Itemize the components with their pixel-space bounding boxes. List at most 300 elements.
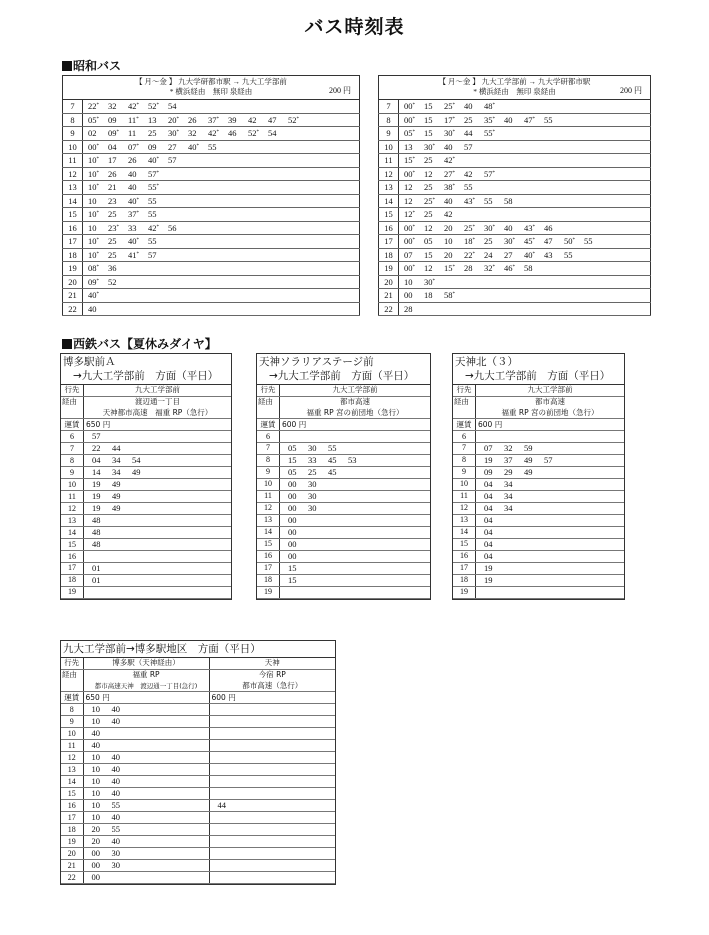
hour-cell: 7 xyxy=(379,100,399,114)
minutes-cell-a xyxy=(83,752,209,764)
timetable-row xyxy=(63,194,360,208)
minute-value: 27* xyxy=(444,168,455,179)
timetable-row xyxy=(257,586,430,598)
showa-table-outbound xyxy=(62,75,360,316)
minutes-cell xyxy=(476,574,625,586)
timetable-row xyxy=(379,154,651,168)
minute-value: 25 xyxy=(484,236,493,247)
timetable-row xyxy=(379,113,651,127)
showa-inbound-header xyxy=(379,76,651,100)
showa-inbound-route: 【 月～金 】 九大工学部前 → 九大学研都市駅 xyxy=(438,77,591,86)
timetable-row xyxy=(61,515,231,527)
minute-value: 39 xyxy=(228,114,237,125)
minutes-cell-b xyxy=(209,800,335,812)
fare-label: 運賃 xyxy=(257,419,280,431)
minute-value: 00 xyxy=(91,872,100,883)
hour-cell: 15 xyxy=(63,208,83,222)
dest-row xyxy=(61,385,231,396)
dest-value: 九大工学部前 xyxy=(84,385,232,396)
hour-cell: 12 xyxy=(63,167,83,181)
minute-value: 04 xyxy=(484,550,493,561)
timetable-row xyxy=(257,550,430,562)
minute-value: 36 xyxy=(108,263,117,274)
timetable-row xyxy=(257,538,430,550)
via-value-detail: 天神都市高速 福重 RP（急行） xyxy=(84,408,232,419)
minutes-cell xyxy=(280,526,431,538)
minutes-cell xyxy=(280,490,431,502)
timetable-row xyxy=(453,454,624,466)
minutes-cell xyxy=(399,100,651,114)
minute-value: 04 xyxy=(484,490,493,501)
timetable-row xyxy=(453,466,624,478)
hour-cell: 18 xyxy=(61,824,83,836)
minutes-cell xyxy=(84,527,232,539)
timetable-row xyxy=(61,431,231,443)
minutes-cell xyxy=(280,502,431,514)
minutes-cell-b xyxy=(209,836,335,848)
minute-value: 57 xyxy=(464,141,473,152)
timetable-row xyxy=(63,127,360,141)
hour-cell: 14 xyxy=(379,194,399,208)
minutes-cell xyxy=(280,454,431,466)
minute-value: 46 xyxy=(228,128,237,139)
minutes-cell xyxy=(280,562,431,574)
minute-value: 49 xyxy=(112,491,121,502)
minute-value: 33 xyxy=(128,222,137,233)
timetable-row xyxy=(61,479,231,491)
minute-value: 34 xyxy=(112,455,121,466)
dest-row xyxy=(453,385,624,396)
minute-value: 25* xyxy=(464,222,475,233)
minute-value: 00 xyxy=(288,502,297,513)
minute-value: 23 xyxy=(108,195,117,206)
minute-value: 58* xyxy=(444,290,455,301)
minute-value: 40 xyxy=(128,182,137,193)
minute-value: 50* xyxy=(564,236,575,247)
via-detail-a: 都市高速天神 渡辺通一丁目(急行) xyxy=(83,681,209,692)
hour-cell: 11 xyxy=(453,490,476,502)
via-value-b: 今宿 RP xyxy=(209,669,335,680)
minute-value: 17 xyxy=(108,155,117,166)
minute-value: 20 xyxy=(91,836,100,847)
showa-inbound-via-legend: * 横浜経由 無印 泉経由 xyxy=(473,87,556,96)
minutes-cell xyxy=(476,490,625,502)
minute-value: 30 xyxy=(308,502,317,513)
hour-cell: 13 xyxy=(453,514,476,526)
minute-value: 26 xyxy=(108,168,117,179)
minute-value: 49 xyxy=(112,503,121,514)
minute-value: 05* xyxy=(404,128,415,139)
minute-value: 08* xyxy=(88,263,99,274)
hour-cell: 8 xyxy=(453,454,476,466)
timetable-row xyxy=(63,235,360,249)
timetable-row xyxy=(61,776,335,788)
minutes-cell xyxy=(84,574,232,586)
minute-value: 15* xyxy=(444,263,455,274)
minutes-cell xyxy=(84,431,232,443)
hour-cell: 18 xyxy=(257,574,280,586)
timetable-row xyxy=(453,550,624,562)
minute-value: 00* xyxy=(88,141,99,152)
minutes-cell xyxy=(83,127,360,141)
minutes-cell xyxy=(476,454,625,466)
timetable-row xyxy=(257,574,430,586)
minutes-cell xyxy=(280,431,431,443)
minute-value: 42* xyxy=(128,101,139,112)
direction-label: →九大工学部前 方面（平日） xyxy=(465,370,611,382)
direction-label: →九大工学部前 方面（平日） xyxy=(269,370,415,382)
minute-value: 48 xyxy=(92,527,101,538)
timetable-row xyxy=(61,455,231,467)
timetable-row xyxy=(257,478,430,490)
minutes-cell xyxy=(83,113,360,127)
hour-cell: 21 xyxy=(379,289,399,303)
minute-value: 40* xyxy=(148,155,159,166)
section-nishitetsu-label: 西鉄バス【夏休みダイヤ】 xyxy=(73,337,217,351)
timetable-row xyxy=(257,526,430,538)
minute-value: 04 xyxy=(92,455,101,466)
via-row-2 xyxy=(61,681,335,692)
minutes-cell xyxy=(476,431,625,443)
minute-value: 55 xyxy=(464,182,473,193)
timetable-row xyxy=(379,140,651,154)
minutes-cell xyxy=(83,302,360,316)
timetable-row xyxy=(61,848,335,860)
hour-cell: 11 xyxy=(379,154,399,168)
dest-label: 行先 xyxy=(61,385,84,396)
timetable-row xyxy=(61,872,335,884)
fare-row xyxy=(61,419,231,431)
box-timetable xyxy=(453,385,624,599)
minute-value: 34 xyxy=(504,502,513,513)
timetable-row xyxy=(453,538,624,550)
minute-value: 30 xyxy=(308,490,317,501)
minute-value: 43* xyxy=(524,222,535,233)
minutes-cell xyxy=(83,140,360,154)
minutes-cell-b xyxy=(209,716,335,728)
minute-value: 18* xyxy=(464,236,475,247)
minute-value: 12* xyxy=(404,209,415,220)
fare-row xyxy=(453,419,624,431)
showa-inbound-fare: 200 円 xyxy=(620,86,642,95)
fare-value-b: 600 円 xyxy=(209,692,335,704)
timetable-row xyxy=(61,586,231,598)
hour-cell: 19 xyxy=(257,586,280,598)
minute-value: 10* xyxy=(88,249,99,260)
minute-value: 42 xyxy=(248,114,257,125)
minutes-cell xyxy=(280,478,431,490)
minute-value: 30 xyxy=(111,860,120,871)
minute-value: 05 xyxy=(288,442,297,453)
timetable-row xyxy=(379,127,651,141)
via-label: 経由 xyxy=(61,669,83,692)
minutes-cell xyxy=(83,248,360,262)
minute-value: 58 xyxy=(524,263,533,274)
minute-value: 52* xyxy=(148,101,159,112)
minute-value: 40 xyxy=(111,836,120,847)
minutes-cell xyxy=(399,221,651,235)
via-row xyxy=(453,396,624,407)
via-detail-b: 都市高速（急行） xyxy=(209,681,335,692)
minute-value: 21 xyxy=(108,182,117,193)
timetable-row xyxy=(63,154,360,168)
minute-value: 42 xyxy=(464,168,473,179)
minute-value: 54 xyxy=(132,455,141,466)
minute-value: 04 xyxy=(484,538,493,549)
minute-value: 46* xyxy=(504,263,515,274)
minutes-cell xyxy=(399,262,651,276)
hour-cell: 16 xyxy=(257,550,280,562)
minute-value: 01 xyxy=(92,574,101,585)
hour-cell: 8 xyxy=(63,113,83,127)
minute-value: 42 xyxy=(444,209,453,220)
minute-value: 19 xyxy=(92,479,101,490)
hour-cell: 14 xyxy=(61,527,84,539)
minute-value: 25* xyxy=(444,101,455,112)
minutes-cell-a xyxy=(83,716,209,728)
timetable-row xyxy=(453,562,624,574)
timetable-row xyxy=(257,562,430,574)
minutes-cell-a xyxy=(83,788,209,800)
box-timetable xyxy=(257,385,430,599)
timetable-row xyxy=(379,289,651,303)
box-title xyxy=(257,354,430,385)
minutes-cell xyxy=(399,127,651,141)
hour-cell: 18 xyxy=(453,574,476,586)
hour-cell: 8 xyxy=(61,455,84,467)
minutes-cell xyxy=(476,478,625,490)
showa-outbound-via-legend: * 横浜経由 無印 泉経由 xyxy=(169,87,253,96)
minutes-cell-a xyxy=(83,872,209,884)
minute-value: 05* xyxy=(88,114,99,125)
hour-cell: 21 xyxy=(63,289,83,303)
minute-value: 18 xyxy=(424,290,433,301)
hour-cell: 12 xyxy=(379,167,399,181)
via-row xyxy=(61,396,231,407)
timetable-row xyxy=(379,262,651,276)
minute-value: 47 xyxy=(544,236,553,247)
minute-value: 34 xyxy=(504,478,513,489)
hour-cell: 16 xyxy=(453,550,476,562)
minute-value: 12 xyxy=(404,195,413,206)
hour-cell: 11 xyxy=(61,491,84,503)
minute-value: 15 xyxy=(424,114,433,125)
hour-cell: 12 xyxy=(61,752,83,764)
showa-table-inbound xyxy=(378,75,651,316)
minute-value: 11 xyxy=(128,128,137,139)
hour-cell: 16 xyxy=(61,800,83,812)
minute-value: 30 xyxy=(111,848,120,859)
minute-value: 19 xyxy=(92,503,101,514)
hour-cell: 10 xyxy=(453,478,476,490)
minute-value: 55 xyxy=(544,114,553,125)
dest-value-a: 博多駅（天神経由） xyxy=(83,658,209,669)
minute-value: 45 xyxy=(328,454,337,465)
fare-row xyxy=(61,692,335,704)
minute-value: 04 xyxy=(108,141,117,152)
timetable-row xyxy=(379,302,651,316)
timetable-row xyxy=(61,704,335,716)
minute-value: 20 xyxy=(444,222,453,233)
hour-cell: 12 xyxy=(257,502,280,514)
timetable-row xyxy=(61,860,335,872)
timetable-row xyxy=(257,466,430,478)
timetable-row xyxy=(379,100,651,114)
minute-value: 55 xyxy=(111,824,120,835)
minutes-cell xyxy=(399,194,651,208)
box-timetable xyxy=(61,385,231,599)
fare-value: 650 円 xyxy=(84,419,232,431)
minute-value: 43 xyxy=(544,249,553,260)
hour-cell: 10 xyxy=(61,728,83,740)
dest-label: 行先 xyxy=(61,658,83,669)
minute-value: 10* xyxy=(88,168,99,179)
minute-value: 27 xyxy=(168,141,177,152)
timetable-row xyxy=(61,716,335,728)
square-bullet-icon xyxy=(62,339,72,349)
minute-value: 40 xyxy=(464,101,473,112)
hour-cell: 22 xyxy=(61,872,83,884)
minute-value: 15 xyxy=(424,249,433,260)
minute-value: 53 xyxy=(348,454,357,465)
minutes-cell xyxy=(84,479,232,491)
minute-value: 10 xyxy=(88,222,97,233)
minute-value: 40* xyxy=(88,290,99,301)
minute-value: 32 xyxy=(188,128,197,139)
minute-value: 30 xyxy=(308,442,317,453)
minutes-cell xyxy=(84,562,232,574)
hour-cell: 8 xyxy=(61,704,83,716)
hour-cell: 21 xyxy=(61,860,83,872)
minute-value: 40 xyxy=(128,168,137,179)
timetable-row xyxy=(453,442,624,454)
minute-value: 15 xyxy=(288,454,297,465)
minute-value: 40* xyxy=(128,236,139,247)
minute-value: 10* xyxy=(88,155,99,166)
minutes-cell-a xyxy=(83,800,209,812)
minute-value: 46 xyxy=(544,222,553,233)
minute-value: 10 xyxy=(91,716,100,727)
direction-label: →九大工学部前 方面（平日） xyxy=(73,370,219,382)
hour-cell: 13 xyxy=(379,181,399,195)
minutes-cell xyxy=(83,194,360,208)
minute-value: 44 xyxy=(464,128,473,139)
timetable-row xyxy=(453,431,624,443)
minute-value: 29 xyxy=(504,466,513,477)
timetable-row xyxy=(379,208,651,222)
hour-cell: 17 xyxy=(61,562,84,574)
minutes-cell xyxy=(280,514,431,526)
minute-value: 52* xyxy=(248,128,259,139)
minute-value: 30* xyxy=(444,128,455,139)
hour-cell: 9 xyxy=(257,466,280,478)
minutes-cell xyxy=(280,538,431,550)
minute-value: 55 xyxy=(148,195,157,206)
minute-value: 10 xyxy=(88,195,97,206)
minutes-cell xyxy=(83,208,360,222)
timetable-row xyxy=(379,194,651,208)
minute-value: 04 xyxy=(484,478,493,489)
minute-value: 55 xyxy=(564,249,573,260)
timetable-row xyxy=(61,503,231,515)
minute-value: 40 xyxy=(111,812,120,823)
minutes-cell xyxy=(399,289,651,303)
minutes-cell xyxy=(280,586,431,598)
minute-value: 25 xyxy=(424,182,433,193)
minute-value: 07 xyxy=(404,249,413,260)
minute-value: 40 xyxy=(111,752,120,763)
hour-cell: 8 xyxy=(379,113,399,127)
minute-value: 11* xyxy=(128,114,139,125)
hour-cell: 12 xyxy=(453,502,476,514)
timetable-row xyxy=(63,221,360,235)
minutes-cell xyxy=(399,113,651,127)
minute-value: 49 xyxy=(132,467,141,478)
stop-name: 博多駅前Ａ xyxy=(63,356,116,368)
minute-value: 10 xyxy=(91,752,100,763)
minute-value: 00 xyxy=(288,514,297,525)
hour-cell: 20 xyxy=(63,275,83,289)
minute-value: 00* xyxy=(404,114,415,125)
hour-cell: 15 xyxy=(453,538,476,550)
minute-value: 42* xyxy=(208,128,219,139)
minute-value: 55 xyxy=(148,236,157,247)
hour-cell: 7 xyxy=(63,100,83,114)
minutes-cell-b xyxy=(209,872,335,884)
minutes-cell-b xyxy=(209,824,335,836)
hour-cell: 7 xyxy=(453,442,476,454)
minute-value: 42* xyxy=(148,222,159,233)
hour-cell: 7 xyxy=(257,442,280,454)
minutes-cell xyxy=(84,515,232,527)
dest-label: 行先 xyxy=(257,385,280,396)
fare-row xyxy=(257,419,430,431)
hour-cell: 10 xyxy=(63,140,83,154)
minute-value: 30 xyxy=(308,478,317,489)
minute-value: 00 xyxy=(288,526,297,537)
minute-value: 34 xyxy=(504,490,513,501)
minutes-cell xyxy=(399,167,651,181)
hour-cell: 11 xyxy=(61,740,83,752)
minute-value: 47 xyxy=(268,114,277,125)
minutes-cell-a xyxy=(83,776,209,788)
minute-value: 44 xyxy=(217,800,226,811)
via-value-detail: 福重 RP 宮の前団地（急行） xyxy=(476,408,625,419)
showa-outbound-route: 【 月～金 】 九大学研都市駅 → 九大工学部前 xyxy=(135,77,287,86)
minute-value: 00 xyxy=(288,538,297,549)
minute-value: 55 xyxy=(111,800,120,811)
minute-value: 26 xyxy=(128,155,137,166)
hour-cell: 10 xyxy=(257,478,280,490)
minute-value: 40 xyxy=(111,764,120,775)
timetable-row xyxy=(257,442,430,454)
minutes-cell-b xyxy=(209,728,335,740)
timetable-row xyxy=(379,167,651,181)
minute-value: 22* xyxy=(88,101,99,112)
section-showa-label: 昭和バス xyxy=(73,59,122,73)
minute-value: 54 xyxy=(268,128,277,139)
timetable-row xyxy=(61,788,335,800)
dest-value-b: 天神 xyxy=(209,658,335,669)
minute-value: 55 xyxy=(484,195,493,206)
hour-cell: 17 xyxy=(61,812,83,824)
hour-cell: 11 xyxy=(63,154,83,168)
timetable-row xyxy=(61,812,335,824)
hour-cell: 6 xyxy=(453,431,476,443)
minute-value: 20 xyxy=(444,249,453,260)
timetable-row xyxy=(61,728,335,740)
timetable-row xyxy=(379,181,651,195)
